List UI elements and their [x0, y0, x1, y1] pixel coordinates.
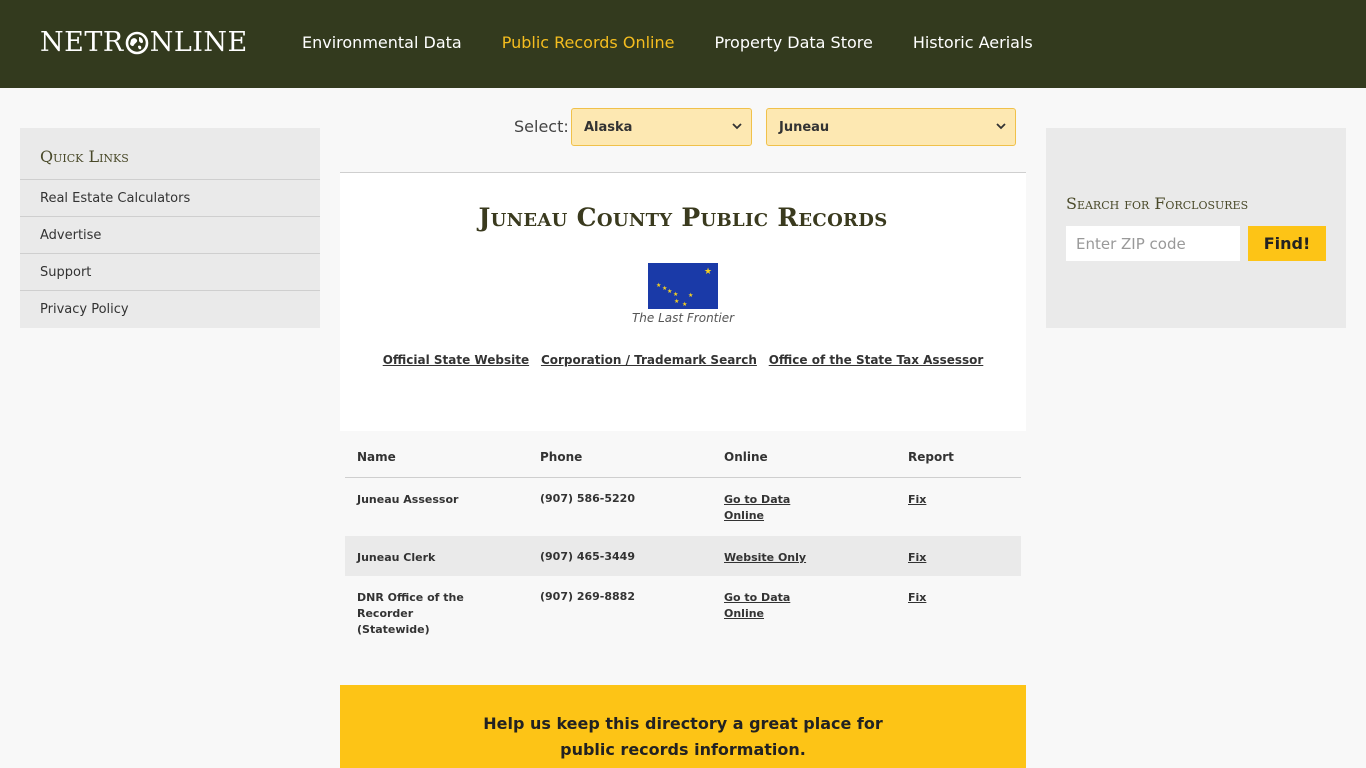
- column-header-online: Online: [724, 450, 768, 464]
- page-title: Juneau County Public Records: [478, 203, 888, 232]
- official-state-website-link[interactable]: Official State Website: [382, 353, 530, 367]
- record-report-fix-link[interactable]: Fix: [908, 591, 927, 604]
- state-select[interactable]: [571, 108, 752, 146]
- nav-historic-aerials[interactable]: Historic Aerials: [912, 33, 1033, 52]
- chevron-down-icon: [731, 120, 743, 132]
- zip-code-input[interactable]: [1066, 226, 1240, 261]
- record-phone: (907) 465-3449: [540, 550, 635, 563]
- quick-link-real-estate-calculators[interactable]: Real Estate Calculators: [20, 180, 320, 217]
- find-button[interactable]: Find!: [1248, 226, 1326, 261]
- state-links: [340, 353, 1026, 367]
- state-tax-assessor-link[interactable]: Office of the State Tax Assessor: [768, 353, 984, 367]
- county-select[interactable]: [766, 108, 1016, 146]
- record-phone: (907) 586-5220: [540, 492, 635, 505]
- record-online-link[interactable]: Go to Data Online: [724, 493, 791, 522]
- globe-icon: [125, 31, 149, 55]
- record-report-fix-link[interactable]: Fix: [908, 493, 927, 506]
- record-name: Juneau Clerk: [357, 551, 436, 564]
- help-banner: [340, 685, 1026, 768]
- help-banner-line-1: Help us keep this directory a great place for: [483, 714, 883, 733]
- column-header-report: Report: [908, 450, 954, 464]
- corporation-trademark-search-link[interactable]: Corporation / Trademark Search: [540, 353, 757, 367]
- site-logo[interactable]: [40, 26, 248, 58]
- help-banner-line-2: public records information.: [560, 740, 806, 759]
- nav-public-records-online[interactable]: Public Records Online: [501, 33, 675, 52]
- main-nav: [302, 32, 1073, 56]
- quick-link-support[interactable]: Support: [20, 254, 320, 291]
- site-header: [0, 0, 1366, 88]
- foreclosure-search-panel: [1046, 128, 1346, 328]
- county-info-card: [340, 172, 1026, 431]
- column-header-phone: Phone: [540, 450, 583, 464]
- logo-text-left: NETR: [40, 26, 124, 58]
- state-select-value: Alaska: [584, 120, 633, 135]
- location-selector: [340, 108, 1026, 146]
- alaska-flag-icon: ★ ★ ★ ★ ★ ★ ★ ★: [648, 263, 718, 309]
- nav-property-data-store[interactable]: Property Data Store: [714, 33, 873, 52]
- nav-environmental-data[interactable]: Environmental Data: [302, 33, 462, 52]
- foreclosure-search-title: Search for Forclosures: [1066, 194, 1249, 213]
- column-header-name: Name: [357, 450, 396, 464]
- record-name: Juneau Assessor: [357, 493, 459, 506]
- help-banner-text: [340, 711, 1026, 763]
- county-select-value: Juneau: [779, 120, 830, 135]
- record-online-link[interactable]: Website Only: [724, 551, 807, 564]
- record-name: DNR Office of the Recorder (Statewide): [357, 591, 464, 636]
- record-report-fix-link[interactable]: Fix: [908, 551, 927, 564]
- quick-link-advertise[interactable]: Advertise: [20, 217, 320, 254]
- table-row: [345, 576, 1021, 646]
- quick-links-panel: [20, 128, 320, 328]
- table-row: [345, 478, 1021, 536]
- chevron-down-icon: [995, 120, 1007, 132]
- logo-text-right: NLINE: [149, 26, 248, 58]
- record-online-link[interactable]: Go to Data Online: [724, 591, 791, 620]
- select-label: Select:: [514, 117, 569, 136]
- table-header: [345, 434, 1021, 478]
- quick-links-title: Quick Links: [20, 128, 320, 180]
- quick-link-privacy-policy[interactable]: Privacy Policy: [40, 302, 129, 317]
- record-phone: (907) 269-8882: [540, 590, 635, 603]
- records-table: [345, 434, 1021, 646]
- state-motto: The Last Frontier: [631, 311, 735, 325]
- table-row: [345, 536, 1021, 576]
